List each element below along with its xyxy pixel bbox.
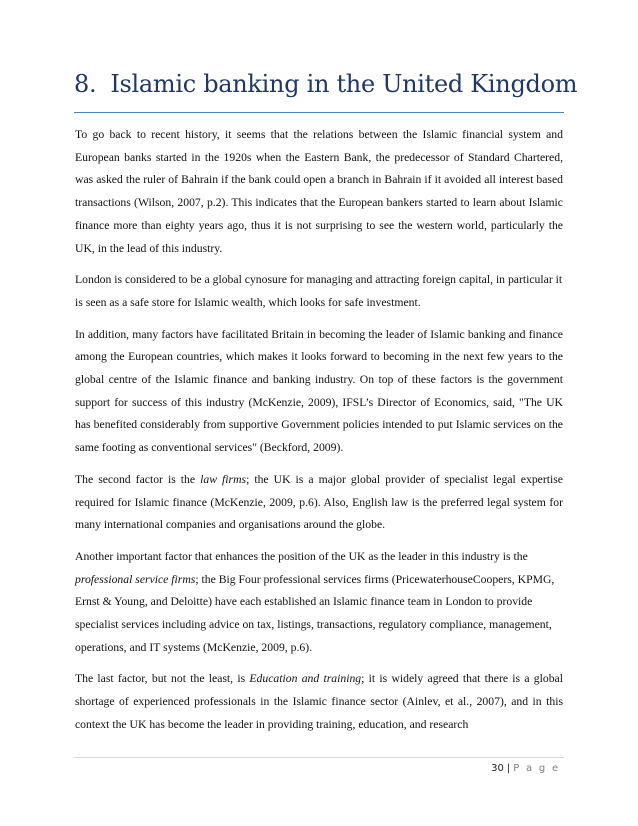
- paragraph: To go back to recent history, it seems that the relations between the Islamic financial system and European banks started in the 1920s when the Eastern Bank, the predecessor of Standard Chartered, was asked the ruler of Bahrain if the bank could open a branch in Bahrain if it avoided all interest based transactions (Wilson, 2007, p.2). This indicates that the European bankers started to learn about Islamic finance more than eighty years ago, thus it is not surprising to see the western world, particularly the UK, in the lead of this industry.: [75, 128, 563, 255]
- section-heading: [74, 70, 577, 98]
- paragraph: London is considered to be a global cynosure for managing and attracting foreign capital, in particular it is seen as a safe store for Islamic wealth, which looks for safe investment.: [75, 273, 563, 309]
- page-number: 30: [491, 763, 504, 774]
- paragraph: The last factor, but not the least, is Education and training; it is widely agreed that there is a global shortage of experienced professionals in the Islamic finance sector (Ainlev, et al., 2007), and in this context the UK has become the leader in providing training, education, and research: [75, 672, 563, 731]
- heading-underline: [74, 112, 564, 113]
- section-number: 8.: [74, 70, 97, 98]
- paragraph: In addition, many factors have facilitated Britain in becoming the leader of Islamic banking and finance among the European countries, which makes it looks forward to becoming in the next few years to the global centre of the Islamic finance and banking industry. On top of these factors is the government support for success of this industry (McKenzie, 2009), IFSL’s Director of Economics, said, "The UK has benefited considerably from supportive Government policies intended to put Islamic services on the same footing as conventional services" (Beckford, 2009).: [75, 327, 563, 455]
- body-text: [75, 124, 563, 746]
- footer-separator: |: [506, 763, 511, 774]
- emphasis: Education and training: [249, 672, 362, 686]
- section-title: Islamic banking in the United Kingdom: [110, 70, 578, 98]
- emphasis: professional service firms: [75, 572, 196, 586]
- page-label: P a g e: [513, 763, 560, 774]
- emphasis: law firms: [200, 472, 247, 486]
- paragraph: The second factor is the law firms; the UK is a major global provider of specialist legal expertise required for Islamic finance (McKenzie, 2009, p.6). Also, English law is the preferred legal system for many international companies and organisations around the globe.: [75, 472, 563, 532]
- page-footer: [460, 763, 560, 774]
- footer-rule: [74, 757, 564, 758]
- paragraph: Another important factor that enhances the position of the UK as the leader in this industry is the professional service firms; the Big Four professional services firms (PricewaterhouseCoopers, KPMG, Ernst & Young, and Deloitte) have each established an Islamic finance team in London to provide specialist services including advice on tax, listings, transactions, regulatory compliance, management, operations, and IT systems (McKenzie, 2009, p.6).: [75, 549, 555, 654]
